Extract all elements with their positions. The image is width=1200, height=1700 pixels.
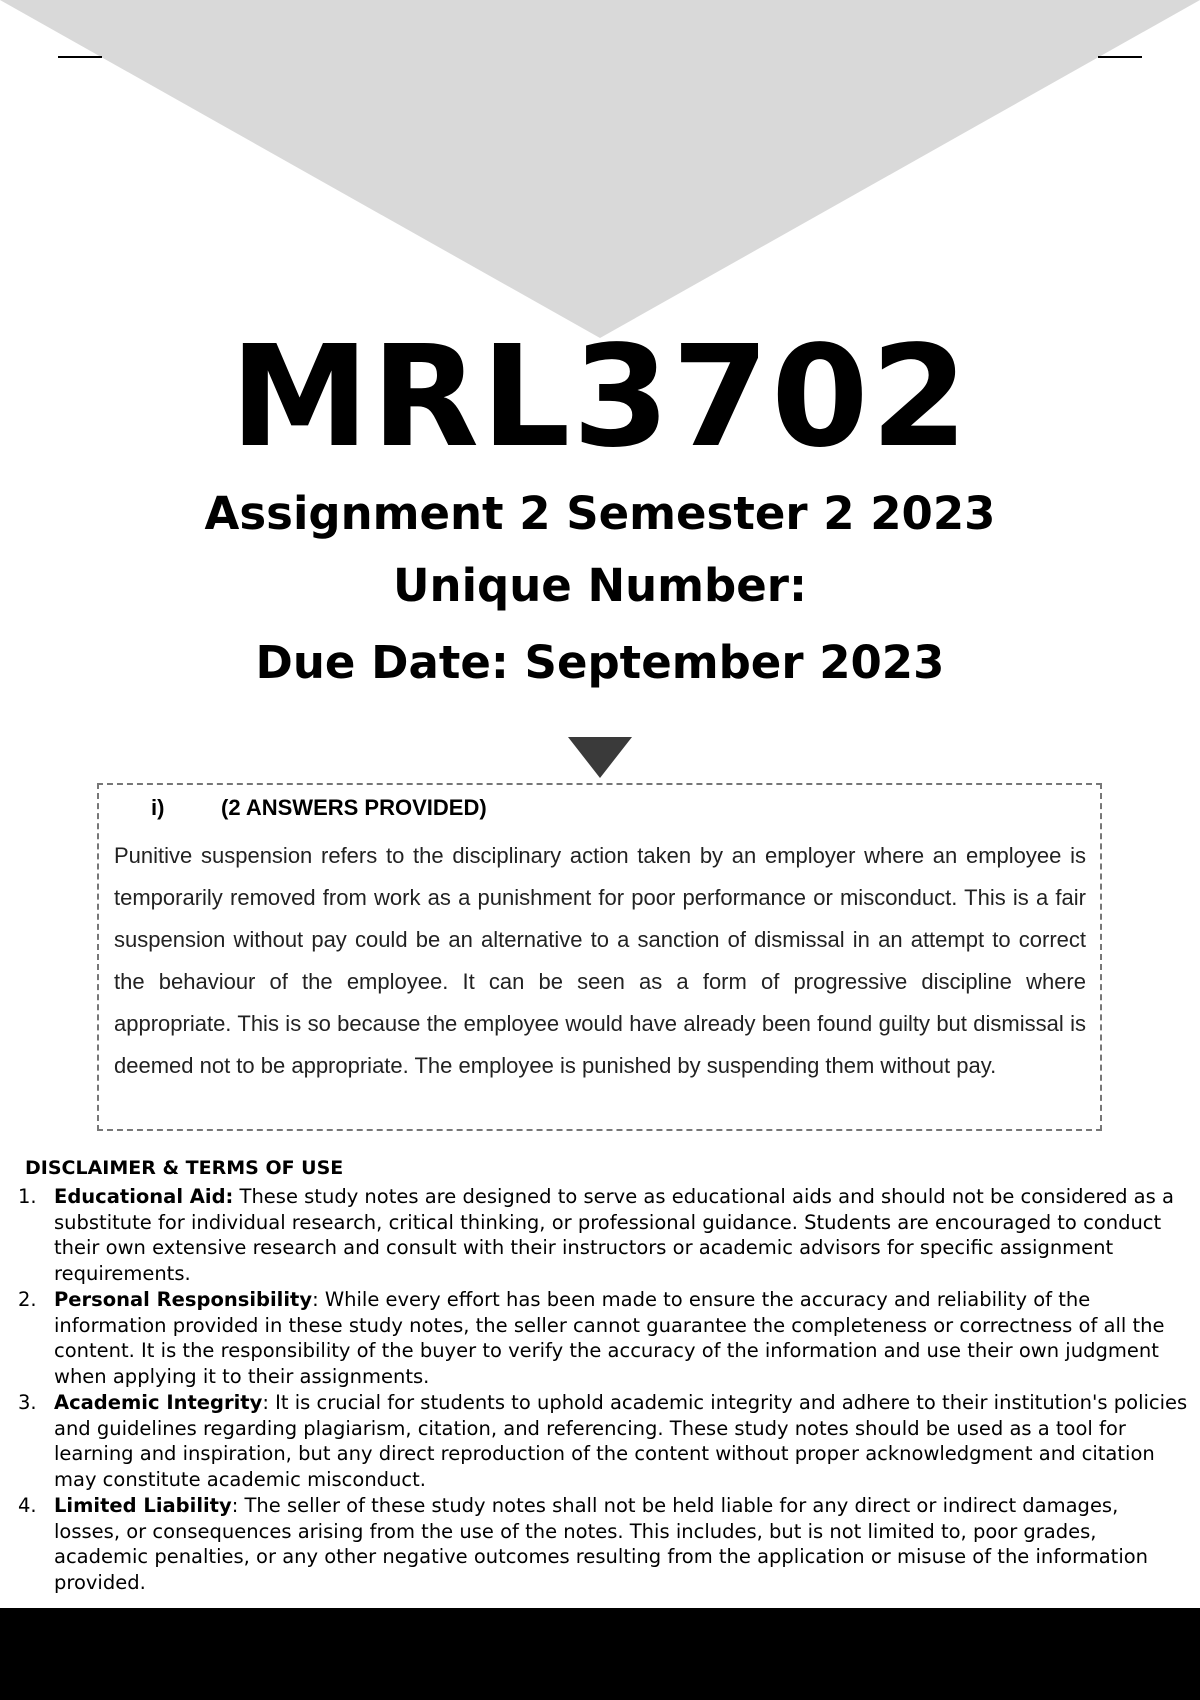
term-item bbox=[18, 1184, 1188, 1286]
term-number: 2. bbox=[18, 1288, 37, 1311]
term-label: Educational Aid: bbox=[54, 1185, 234, 1208]
term-item bbox=[18, 1390, 1188, 1492]
answer-body: Punitive suspension refers to the disciplinary action taken by an employer where an employee is temporarily removed from work as a punishment for poor performance or misconduct. This is a fair suspension without pay could be an alternative to a sanction of dismissal in an attempt to correct the behaviour of the employee. It can be seen as a form of progressive discipline where appropriate. This is so because the employee would have already been found guilty but dismissal is deemed not to be appropriate. The employee is punished by suspending them without pay. bbox=[114, 843, 1086, 1078]
due-date: Due Date: September 2023 bbox=[255, 636, 945, 689]
answer-heading-text: (2 ANSWERS PROVIDED) bbox=[221, 795, 487, 820]
term-text: : The seller of these study notes shall not be held liable for any direct or indirect damages, losses, or consequences arising from the use of the notes. This includes, but is not limited to, poor grades, academic penalties, or any other negative outcomes resulting from the application or misuse of the information provided. bbox=[54, 1494, 1149, 1594]
unique-number-label: Unique Number: bbox=[393, 559, 807, 612]
term-item bbox=[18, 1287, 1188, 1389]
corner-rule-right bbox=[1098, 56, 1142, 58]
answer-number: i) bbox=[151, 795, 165, 820]
module-code: MRL3702 bbox=[230, 316, 970, 479]
term-text: : While every effort has been made to ensure the accuracy and reliability of the information provided in these study notes, the seller cannot guarantee the completeness or correctness of all the content. It is the responsibility of the buyer to verify the accuracy of the information and use their own judgment when applying it to their assignments. bbox=[54, 1288, 1165, 1388]
term-text: These study notes are designed to serve as educational aids and should not be considered as a substitute for individual research, critical thinking, or professional guidance. Students are encouraged to conduct their own extensive research and consult with their instructors or academic advisors for specific assignment requirements. bbox=[54, 1185, 1174, 1285]
term-number: 4. bbox=[18, 1494, 37, 1517]
term-label: Limited Liability bbox=[54, 1494, 232, 1517]
triangle-down-icon bbox=[568, 737, 632, 779]
answer-box bbox=[97, 783, 1102, 1131]
term-number: 1. bbox=[18, 1185, 37, 1208]
footer-bar bbox=[0, 1608, 1200, 1700]
terms-list bbox=[18, 1184, 1188, 1596]
term-number: 3. bbox=[18, 1391, 37, 1414]
term-label: Academic Integrity bbox=[54, 1391, 263, 1414]
assignment-title: Assignment 2 Semester 2 2023 bbox=[204, 487, 996, 540]
corner-rule-left bbox=[58, 56, 102, 58]
answer-heading bbox=[151, 795, 487, 821]
header-chevron-graphic bbox=[0, 0, 1200, 340]
term-label: Personal Responsibility bbox=[54, 1288, 313, 1311]
disclaimer-title: DISCLAIMER & TERMS OF USE bbox=[25, 1157, 344, 1179]
term-text: : It is crucial for students to uphold academic integrity and adhere to their institution's policies and guidelines regarding plagiarism, citation, and referencing. These study notes should be used as a tool for learning and inspiration, but any direct reproduction of the content without proper acknowledgment and citation may constitute academic misconduct. bbox=[54, 1391, 1188, 1491]
term-item bbox=[18, 1493, 1188, 1595]
